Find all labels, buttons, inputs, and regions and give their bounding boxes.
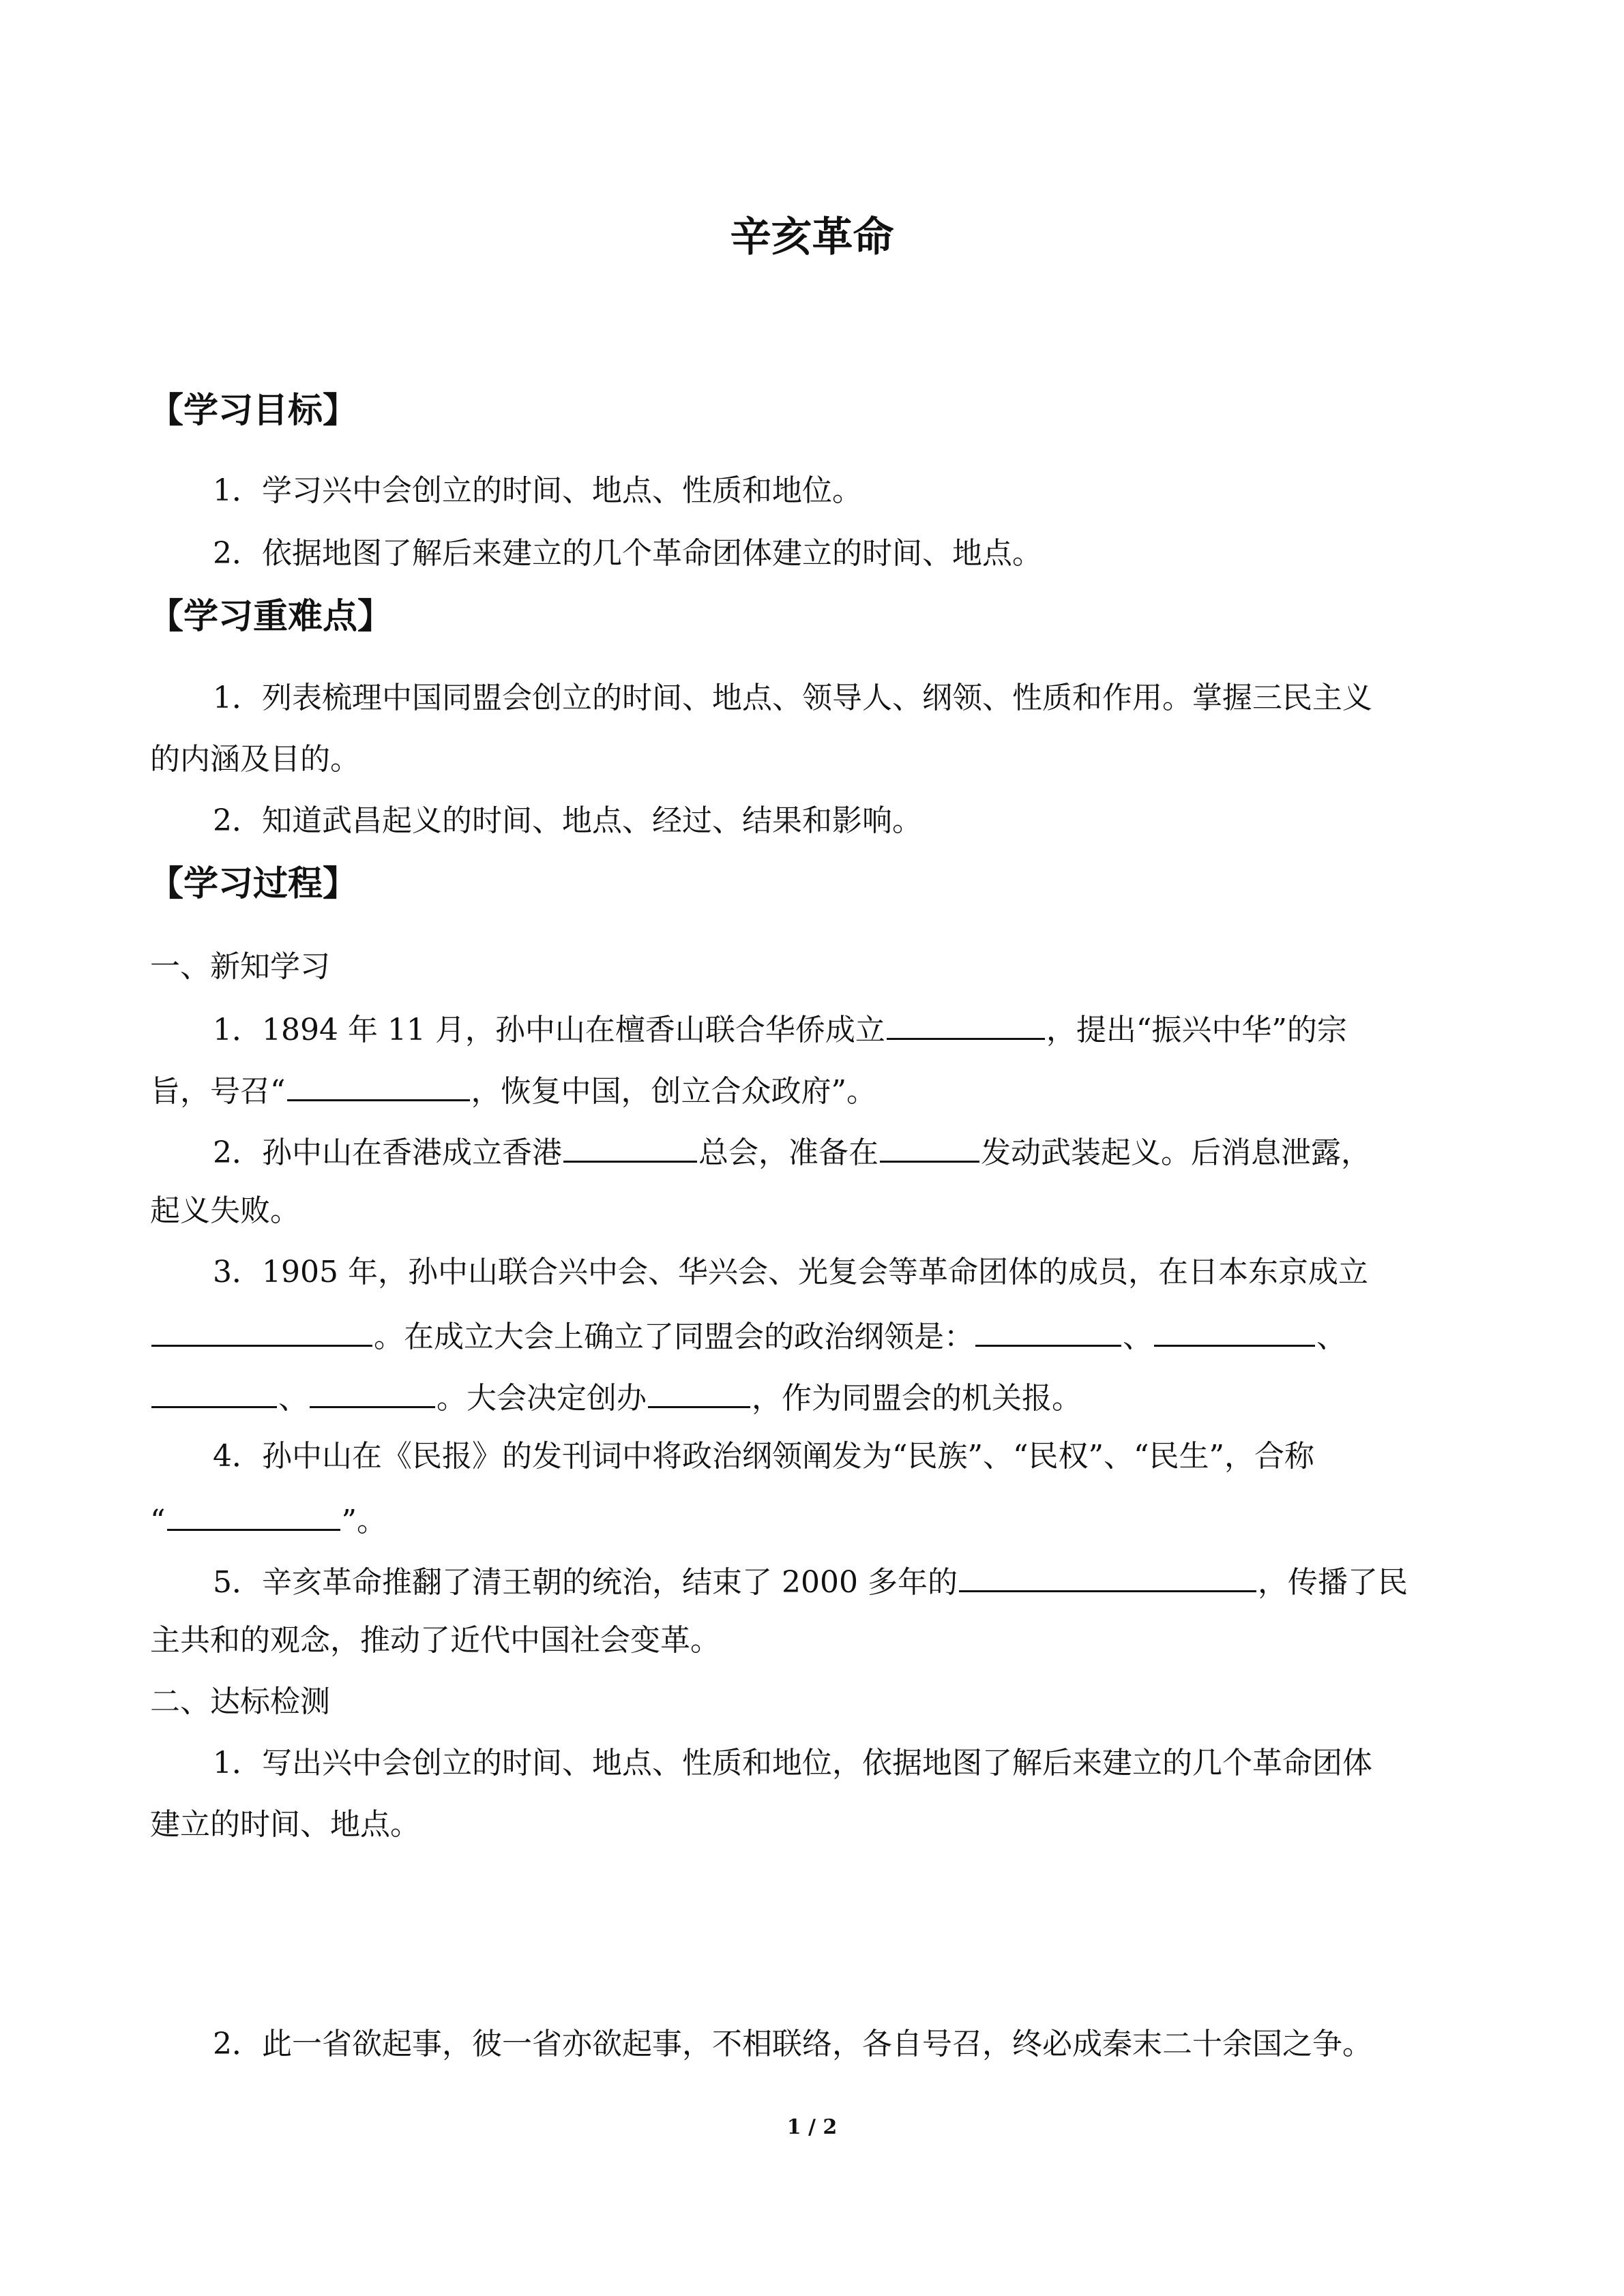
question-1-text-b: ，提出“振兴中华”的宗 (1046, 1013, 1347, 1047)
part1-title: 一、新知学习 (150, 949, 330, 984)
fill-blank[interactable] (563, 1129, 697, 1163)
question-1-text-c: 旨，号召“ (150, 1074, 286, 1109)
question-1-text-a: 1．1894 年 11 月，孙中山在檀香山联合华侨成立 (213, 1013, 885, 1047)
question-3-line-2 (150, 1313, 1346, 1358)
question-2-text-a: 2．孙中山在香港成立香港 (213, 1135, 562, 1170)
question-4-close-quote: ”。 (341, 1504, 387, 1538)
part2-title: 二、达标检测 (150, 1684, 330, 1719)
fill-blank[interactable] (287, 1068, 470, 1101)
question-3-line-1: 3．1905 年，孙中山联合兴中会、华兴会、光复会等革命团体的成员，在日本东京成立 (213, 1255, 1368, 1289)
question-3-sep-3: 、 (278, 1381, 308, 1416)
question-4-line-2 (150, 1497, 387, 1542)
section-heading-process: 【学习过程】 (149, 864, 358, 904)
test-2-line-1: 2．此一省欲起事，彼一省亦欲起事，不相联络，各自号召，终必成秦末二十余国之争。 (213, 2027, 1372, 2061)
question-4-line-1: 4．孙中山在《民报》的发刊词中将政治纲领阐发为“民族”、“民权”、“民生”，合称 (213, 1439, 1314, 1474)
question-2-line-1 (213, 1129, 1371, 1174)
question-3-line-3 (150, 1375, 1082, 1419)
question-4-open-quote: “ (150, 1504, 166, 1538)
page-title: 辛亥革命 (730, 213, 894, 261)
question-3-sep-1: 、 (1123, 1320, 1153, 1354)
question-2-line-2: 起义失败。 (150, 1193, 300, 1228)
question-5-text-b: ，传播了民 (1257, 1565, 1408, 1600)
fill-blank[interactable] (887, 1007, 1045, 1040)
question-3-text-b: 。在成立大会上确立了同盟会的政治纲领是： (374, 1320, 974, 1354)
question-1-line-1 (213, 1007, 1347, 1051)
section-heading-key-points: 【学习重难点】 (149, 597, 393, 637)
fill-blank[interactable] (310, 1375, 435, 1408)
question-1-line-2 (150, 1068, 876, 1112)
key-point-2: 2．知道武昌起义的时间、地点、经过、结果和影响。 (213, 803, 922, 838)
question-3-text-c: 。大会决定创办 (437, 1381, 647, 1416)
page-number: 1 / 2 (786, 2115, 838, 2139)
question-2-text-c: 发动武装起义。后消息泄露， (981, 1135, 1371, 1170)
fill-blank[interactable] (151, 1375, 277, 1408)
key-point-1-line-1: 1．列表梳理中国同盟会创立的时间、地点、领导人、纲领、性质和作用。掌握三民主义 (213, 681, 1372, 715)
fill-blank[interactable] (880, 1129, 979, 1163)
question-2-text-b: 总会，准备在 (698, 1135, 879, 1170)
question-3-sep-2: 、 (1316, 1320, 1346, 1354)
question-5-line-2: 主共和的观念，推动了近代中国社会变革。 (150, 1623, 720, 1658)
fill-blank[interactable] (151, 1313, 372, 1347)
question-5-text-a: 5．辛亥革命推翻了清王朝的统治，结束了 2000 多年的 (213, 1565, 958, 1600)
fill-blank[interactable] (959, 1559, 1256, 1592)
key-point-1-line-2: 的内涵及目的。 (150, 742, 360, 777)
fill-blank[interactable] (975, 1313, 1121, 1347)
question-3-text-d: ，作为同盟会的机关报。 (752, 1381, 1082, 1416)
goal-item-1: 1．学习兴中会创立的时间、地点、性质和地位。 (213, 473, 862, 508)
section-heading-goals: 【学习目标】 (149, 391, 358, 431)
fill-blank[interactable] (648, 1375, 750, 1408)
test-1-line-2: 建立的时间、地点。 (150, 1807, 420, 1842)
fill-blank[interactable] (1154, 1313, 1315, 1347)
question-5-line-1 (213, 1559, 1408, 1603)
question-1-text-d: ，恢复中国，创立合众政府”。 (471, 1074, 876, 1109)
test-1-line-1: 1．写出兴中会创立的时间、地点、性质和地位，依据地图了解后来建立的几个革命团体 (213, 1746, 1372, 1780)
fill-blank[interactable] (167, 1497, 340, 1531)
goal-item-2: 2．依据地图了解后来建立的几个革命团体建立的时间、地点。 (213, 536, 1042, 571)
